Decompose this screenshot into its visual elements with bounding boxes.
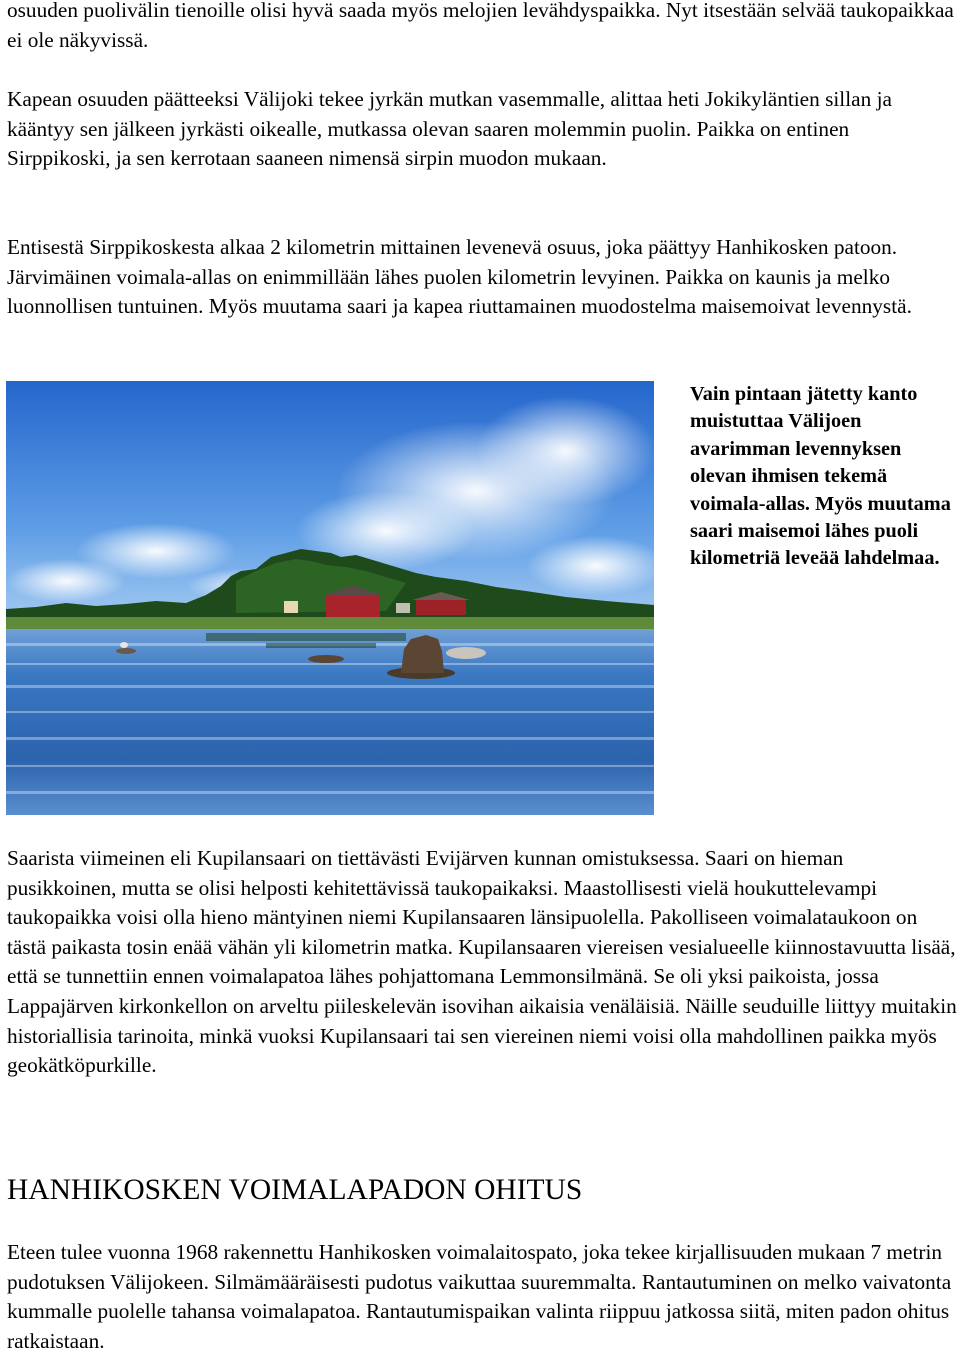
photo-caption: Vain pintaan jätetty kanto muistuttaa Välijoen avarimman levennyksen olevan ihmisen tekemä voimala-allas. Myös muutama saari maisemoi lähes puoli kilometriä leveää lahdelmaa. [690,383,951,570]
paragraph-kupilansaari: Saarista viimeinen eli Kupilansaari on tiettävästi Evijärven kunnan omistuksessa. Saari on hieman pusikkoinen, mutta se olisi helposti kehitettävissä taukopaikaksi. Maastollisesti vielä houkuttelevampi taukopaikka voisi olla hieno mäntyinen niemi Kupilansaaren länsipuolella. Pakolliseen voimalataukoon on tästä paikasta tosin enää vähän yli kilometrin matka. Kupilansaaren viereisen vesialueelle kiinnostavuutta lisää, että se tunnettiin ennen voimalapatoa lähes pohjattomana Lemmonsilmänä. Se oli yksi paikoista, jossa Lappajärven kirkonkellon on arveltu piileskelevän isovihan aikaisia venäläisiä. Näille seuduille liittyy muitakin historiallisia tarinoita, minkä vuoksi Kupilansaari tai sen viereinen niemi voisi olla mahdollinen paikka myös geokätköpurkille. [7,846,957,1078]
section-heading: HANHIKOSKEN VOIMALAPADON OHITUS [7,1174,583,1206]
paragraph-sirppikoski: Kapean osuuden päätteeksi Välijoki tekee jyrkän mutkan vasemmalle, alittaa heti Jokikyläntien sillan ja kääntyy sen jälkeen jyrkästi oikealle, mutkassa olevan saaren molemmin puolin. Paikka on entinen Sirppikoski, ja sen kerrotaan saaneen nimensä sirpin muodon mukaan. [7,87,892,171]
paragraph-widening: Entisestä Sirppikoskesta alkaa 2 kilometrin mittainen levenevä osuus, joka päättyy Hanhikosken patoon. Järvimäinen voimala-allas on enimmillään lähes puolen kilometrin levyinen. Paikka on kaunis ja melko luonnollisen tuntuinen. Myös muutama saari ja kapea riuttamainen muodostelma maisemoivat levennystä. [7,235,912,319]
lake-photo [6,381,654,815]
paragraph-intro: osuuden puolivälin tienoille olisi hyvä saada myös melojien levähdyspaikka. Nyt itsestään selvää taukopaikkaa ei ole näkyvissä. [7,0,954,52]
paragraph-power-plant: Eteen tulee vuonna 1968 rakennettu Hanhikosken voimalaitospato, joka tekee kirjallisuuden mukaan 7 metrin pudotuksen Välijokeen. Silmämääräisesti pudotus vaikuttaa suuremmalta. Rantautuminen on melko vaivatonta kummalle puolelle tahansa voimalapatoa. Rantautumispaikan valinta riippuu jatkossa siitä, miten padon ohitus ratkaistaan. [7,1240,952,1353]
